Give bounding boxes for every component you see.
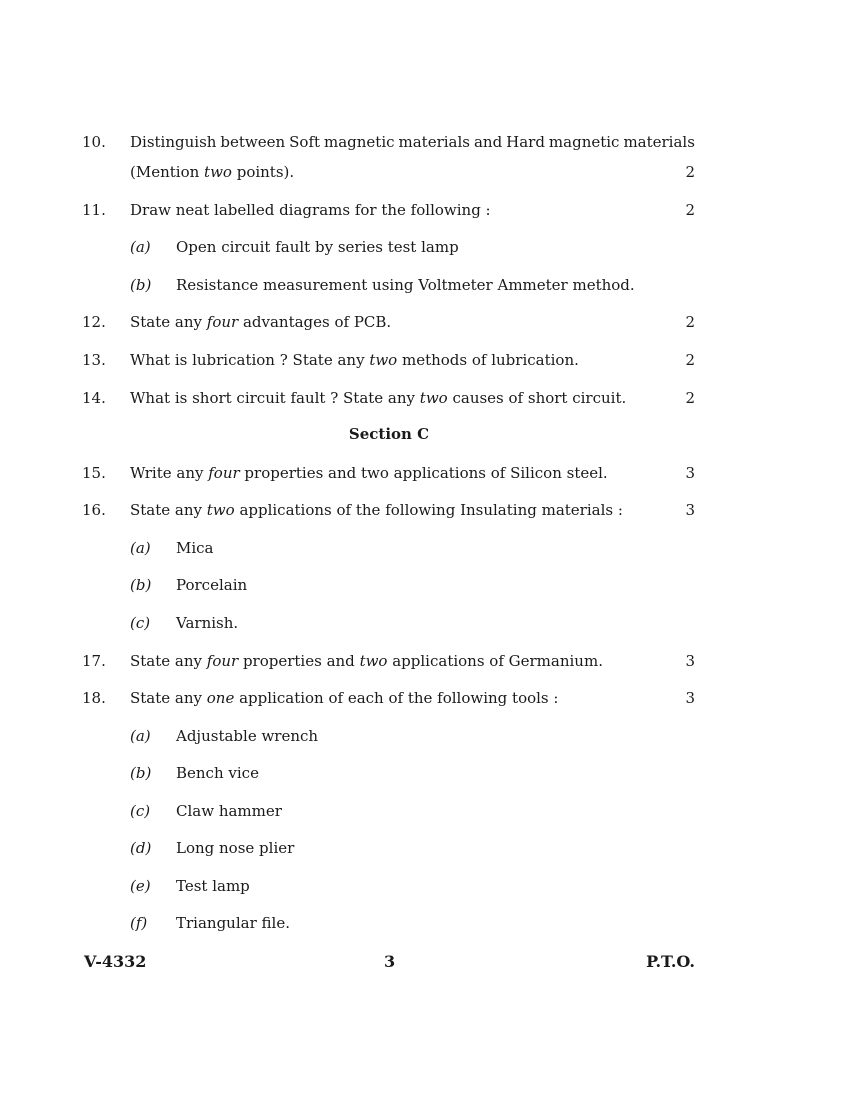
word: Soft [289,133,321,151]
sub-item-text: Bench vice [176,764,259,782]
marks: 2 [685,313,695,331]
question-text: What is short circuit fault ? State any two causes of short circuit. [130,389,627,407]
question-text: What is lubrication ? State any two methods of lubrication. [130,351,579,369]
sub-item-text: Triangular file. [176,914,290,932]
marks: 3 [685,501,695,519]
sub-item-label: (c) [130,614,151,632]
pto-label: P.T.O. [646,952,695,971]
question-number: 10. [82,133,106,151]
marks: 2 [685,163,695,181]
question-text [130,132,695,152]
sub-item-label: (a) [130,727,151,745]
word: magnetic [324,133,395,151]
question-number: 15. [82,464,106,482]
word: Distinguish [130,133,217,151]
question-text: Write any four properties and two applications of Silicon steel. [130,464,608,482]
sub-item-label: (c) [130,802,151,820]
question-number: 13. [82,351,106,369]
word: materials [398,133,470,151]
question-text: State any two applications of the following Insulating materials : [130,501,623,519]
question-text: State any four advantages of PCB. [130,313,392,331]
question-number: 12. [82,313,106,331]
sub-item-text: Varnish. [176,614,239,632]
word: between [220,133,286,151]
word: and [473,133,503,151]
marks: 2 [685,201,695,219]
word: materials [623,133,695,151]
marks: 3 [685,689,695,707]
sub-item-label: (d) [130,839,152,857]
marks: 3 [685,464,695,482]
word: Hard [506,133,545,151]
word: magnetic [548,133,620,151]
question-number: 18. [82,689,106,707]
page-number: 3 [384,952,396,971]
sub-item-text: Claw hammer [176,802,282,820]
sub-item-label: (a) [130,238,151,256]
question-text: State any one application of each of the following tools : [130,689,559,707]
marks: 3 [685,652,695,670]
section-heading: Section C [348,425,430,443]
sub-item-text: Resistance measurement using Voltmeter Ammeter method. [176,276,635,294]
question-number: 14. [82,389,106,407]
question-text: Draw neat labelled diagrams for the following : [130,201,491,219]
marks: 2 [685,389,695,407]
sub-item-text: Porcelain [176,576,248,594]
marks: 2 [685,351,695,369]
question-number: 17. [82,652,106,670]
question-number: 11. [82,201,106,219]
paper-code: V-4332 [84,952,147,971]
question-text: (Mention two points). [130,163,295,181]
sub-item-label: (e) [130,877,151,895]
sub-item-text: Adjustable wrench [176,727,319,745]
sub-item-label: (b) [130,576,152,594]
sub-item-text: Test lamp [176,877,250,895]
question-text: State any four properties and two applications of Germanium. [130,652,603,670]
sub-item-text: Open circuit fault by series test lamp [176,238,459,256]
sub-item-label: (f) [130,914,148,932]
question-number: 16. [82,501,106,519]
sub-item-text: Long nose plier [176,839,295,857]
sub-item-label: (a) [130,539,151,557]
sub-item-label: (b) [130,764,152,782]
sub-item-text: Mica [176,539,214,557]
sub-item-label: (b) [130,276,152,294]
